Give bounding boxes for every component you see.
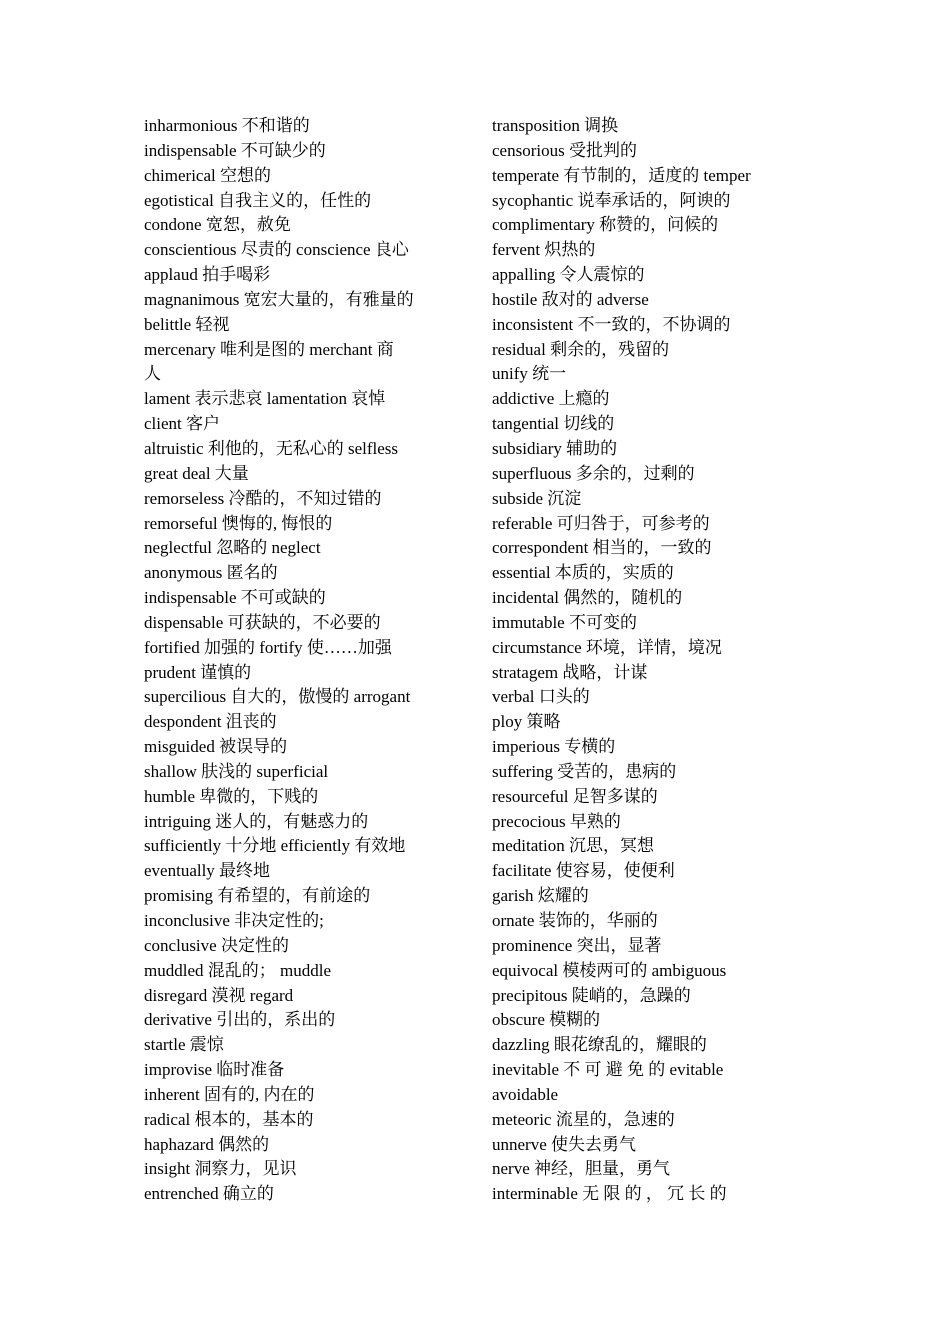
vocab-line: 人	[144, 364, 161, 384]
vocab-line: meteoric 流星的，急速的	[492, 1109, 675, 1129]
vocab-line: sycophantic 说奉承话的，阿谀的	[492, 190, 731, 210]
vocab-line: suffering 受苦的，患病的	[492, 761, 677, 781]
vocab-line: conscientious 尽责的 conscience 良心	[144, 240, 409, 260]
vocab-line: supercilious 自大的，傲慢的 arrogant	[144, 687, 411, 707]
vocab-line: precipitous 陡峭的，急躁的	[492, 985, 691, 1005]
vocab-line: fervent 炽热的	[492, 240, 596, 260]
vocab-line: ornate 装饰的，华丽的	[492, 911, 658, 930]
vocab-line: entrenched 确立的	[144, 1184, 274, 1204]
vocab-line: intriguing 迷人的，有魅惑力的	[144, 811, 369, 831]
vocab-line: lament 表示悲哀 lamentation 哀悼	[144, 389, 386, 409]
vocab-line: verbal 口头的	[492, 687, 590, 707]
vocab-line: inherent 固有的, 内在的	[144, 1084, 315, 1104]
vocab-line: eventually 最终地	[144, 861, 271, 881]
vocab-line: superfluous 多余的，过剩的	[492, 463, 695, 483]
vocab-line: censorious 受批判的	[492, 140, 637, 160]
vocab-line: appalling 令人震惊的	[492, 265, 645, 285]
vocab-line: prudent 谨慎的	[144, 662, 252, 682]
vocab-line: inconclusive 非决定性的;	[144, 911, 324, 930]
vocab-line: promising 有希望的，有前途的	[144, 886, 371, 906]
vocab-line: unify 统一	[492, 364, 567, 384]
vocab-line: unnerve 使失去勇气	[492, 1134, 637, 1154]
vocab-line: complimentary 称赞的，问候的	[492, 215, 719, 235]
vocab-line: misguided 被误导的	[144, 737, 288, 757]
vocab-line: anonymous 匿名的	[144, 563, 278, 583]
vocab-line: referable 可归咎于，可参考的	[492, 513, 710, 533]
vocab-line: addictive 上瘾的	[492, 389, 610, 409]
vocab-line: resourceful 足智多谋的	[492, 786, 658, 806]
vocab-line: interminable 无 限 的 ， 冗 长 的	[492, 1184, 727, 1204]
vocab-line: inevitable 不 可 避 免 的 evitable	[492, 1060, 724, 1080]
vocab-line: radical 根本的，基本的	[144, 1109, 314, 1129]
vocab-line: humble 卑微的，下贱的	[144, 786, 319, 806]
right-column	[492, 114, 808, 1207]
left-column	[144, 114, 460, 1207]
vocab-line: ploy 策略	[492, 712, 561, 732]
vocab-line: immutable 不可变的	[492, 612, 637, 632]
vocab-line: facilitate 使容易，使便利	[492, 861, 675, 881]
vocab-line: despondent 沮丧的	[144, 712, 277, 732]
vocab-line: dispensable 可获缺的，不必要的	[144, 612, 381, 632]
vocab-line: belittle 轻视	[144, 314, 230, 334]
vocab-line: transposition 调换	[492, 116, 619, 135]
vocab-line: obscure 模糊的	[492, 1010, 601, 1030]
vocab-line: improvise 临时准备	[144, 1060, 285, 1080]
vocab-line: derivative 引出的，系出的	[144, 1010, 336, 1030]
vocab-line: garish 炫耀的	[492, 886, 589, 906]
vocab-line: essential 本质的，实质的	[492, 563, 674, 583]
vocab-line: inconsistent 不一致的，不协调的	[492, 314, 731, 334]
vocab-line: conclusive 决定性的	[144, 935, 289, 955]
vocab-line: muddled 混乱的； muddle	[144, 960, 331, 980]
vocab-line: remorseless 冷酷的，不知过错的	[144, 488, 382, 508]
vocab-line: client 客户	[144, 414, 221, 434]
vocab-line: residual 剩余的，残留的	[492, 339, 670, 359]
vocab-line: stratagem 战略，计谋	[492, 662, 648, 682]
vocab-line: chimerical 空想的	[144, 165, 271, 185]
vocab-line: insight 洞察力，见识	[144, 1159, 297, 1179]
vocab-line: avoidable	[492, 1084, 559, 1104]
vocab-line: indispensable 不可缺少的	[144, 140, 326, 160]
vocab-line: sufficiently 十分地 efficiently 有效地	[144, 836, 406, 856]
vocab-line: incidental 偶然的，随机的	[492, 588, 683, 608]
vocab-line: shallow 肤浅的 superficial	[144, 761, 329, 781]
vocab-line: hostile 敌对的 adverse	[492, 289, 649, 309]
vocab-line: altruistic 利他的，无私心的 selfless	[144, 438, 399, 458]
vocab-line: dazzling 眼花缭乱的，耀眼的	[492, 1035, 707, 1055]
vocab-line: circumstance 环境，详情，境况	[492, 637, 722, 657]
vocab-line: condone 宽恕，赦免	[144, 215, 291, 235]
vocab-line: meditation 沉思，冥想	[492, 836, 654, 856]
vocab-line: haphazard 偶然的	[144, 1134, 270, 1154]
vocab-line: inharmonious 不和谐的	[144, 116, 310, 135]
vocab-line: remorseful 懊悔的, 悔恨的	[144, 513, 333, 533]
vocab-line: equivocal 模棱两可的 ambiguous	[492, 960, 727, 980]
vocab-line: disregard 漠视 regard	[144, 985, 294, 1005]
vocab-line: tangential 切线的	[492, 414, 615, 434]
vocab-line: great deal 大量	[144, 463, 249, 483]
vocab-line: applaud 拍手喝彩	[144, 265, 271, 285]
vocab-line: imperious 专横的	[492, 737, 616, 757]
vocab-line: temperate 有节制的，适度的 temper	[492, 165, 751, 185]
vocab-line: mercenary 唯利是图的 merchant 商	[144, 339, 394, 359]
vocab-line: indispensable 不可或缺的	[144, 588, 326, 608]
vocab-line: subsidiary 辅助的	[492, 438, 618, 458]
vocab-line: nerve 神经，胆量，勇气	[492, 1159, 671, 1179]
vocab-line: neglectful 忽略的 neglect	[144, 538, 321, 558]
vocab-line: egotistical 自我主义的，任性的	[144, 190, 372, 210]
vocab-line: prominence 突出，显著	[492, 935, 662, 955]
vocab-line: fortified 加强的 fortify 使……加强	[144, 637, 392, 657]
vocab-line: precocious 早熟的	[492, 811, 621, 831]
vocab-line: magnanimous 宽宏大量的，有雅量的	[144, 289, 414, 309]
vocab-line: correspondent 相当的，一致的	[492, 538, 712, 558]
vocab-line: startle 震惊	[144, 1035, 224, 1055]
vocab-line: subside 沉淀	[492, 488, 582, 508]
